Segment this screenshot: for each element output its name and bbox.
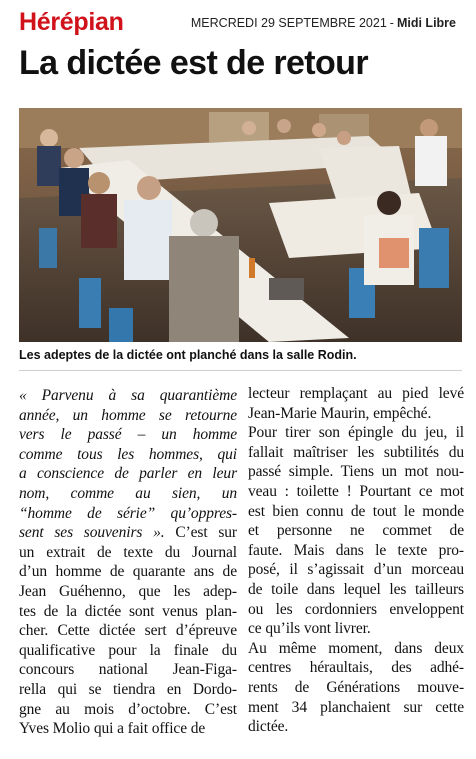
body-text-line xyxy=(248,384,464,404)
article-header xyxy=(0,0,476,40)
body-text-segment: dictée. xyxy=(248,718,289,736)
body-text-segment: qualificative pour la finale du xyxy=(19,641,237,659)
body-text-line xyxy=(248,541,464,561)
article-column-left xyxy=(19,386,237,739)
body-text-segment: Jean Guéhenno, que les adep- xyxy=(19,582,237,600)
body-text-segment: fallait maîtriser les subtilités du xyxy=(248,443,464,461)
body-text-segment: Yves Molio qui a fait office de xyxy=(19,720,206,738)
photo-caption: Les adeptes de la dictée ont planché dans la salle Rodin. xyxy=(19,348,357,362)
body-text-line xyxy=(248,698,464,718)
body-text-segment: Au même moment, dans deux xyxy=(248,639,464,657)
classroom-photo-image xyxy=(19,108,462,342)
body-text-segment: ce qu’ils vont livrer. xyxy=(248,620,371,638)
body-text-line xyxy=(248,502,464,522)
body-text-segment: comme tous les hommes, qui xyxy=(19,445,237,463)
body-text-line xyxy=(19,660,237,680)
caption-divider xyxy=(19,370,462,371)
newspaper-name: Midi Libre xyxy=(396,16,456,30)
body-text-line xyxy=(19,562,237,582)
town-name: Hérépian xyxy=(19,8,124,36)
body-text-segment: “homme de série” qu’oppres- xyxy=(19,504,237,522)
body-text-line xyxy=(248,521,464,541)
headline: La dictée est de retour xyxy=(19,44,368,82)
body-text-line xyxy=(19,621,237,641)
body-text-line xyxy=(19,406,237,426)
body-text-line xyxy=(19,464,237,484)
body-text-segment: tes de la dictée sont venus plan- xyxy=(19,602,237,620)
body-text-segment: sent ses souvenirs ». xyxy=(19,524,165,542)
body-text-segment: concours national Jean-Figa- xyxy=(19,661,237,679)
body-text-segment: veau : toilette ! Pourtant ce mot xyxy=(248,482,464,500)
body-text-line xyxy=(19,386,237,406)
body-text-segment: centres héraultais, des adhé- xyxy=(248,659,464,677)
body-text-line xyxy=(248,404,464,424)
body-text-line xyxy=(248,600,464,620)
publication-date: MERCREDI 29 SEPTEMBRE 2021 xyxy=(190,16,387,30)
body-text-segment: de toile dans lequel les tailleurs xyxy=(248,580,464,598)
body-text-segment: « Parvenu à sa quarantième xyxy=(19,387,237,404)
body-text-segment: nom, comme au sien, un xyxy=(19,484,237,502)
body-text-segment: année, un homme se retourne xyxy=(19,406,237,424)
body-text-segment: passé simple. Tiens un mot nou- xyxy=(248,463,464,481)
body-text-segment: rella qui se tiendra en Dordo- xyxy=(19,680,237,698)
body-text-segment: C’est sur xyxy=(164,524,237,542)
body-text-segment: posé, il s’agissait d’un morceau xyxy=(248,561,464,579)
body-text-line xyxy=(248,462,464,482)
body-text-line xyxy=(248,639,464,659)
body-text-segment: Pour tirer son épingle du jeu, il xyxy=(248,424,464,442)
body-text-segment: lecteur remplaçant au pied levé xyxy=(248,385,464,402)
body-text-segment: d’un homme de quarante ans de xyxy=(19,563,237,581)
body-text-line xyxy=(19,680,237,700)
body-text-line xyxy=(248,560,464,580)
body-text-line xyxy=(19,523,237,543)
dateline xyxy=(191,16,456,30)
body-text-line xyxy=(248,482,464,502)
body-text-line xyxy=(19,602,237,622)
body-text-segment: rents de Générations mouve- xyxy=(248,678,464,696)
body-text-segment: vers le passé – un homme xyxy=(19,426,237,444)
body-text-line xyxy=(19,543,237,563)
body-text-segment: ou les cordonniers enveloppent xyxy=(248,600,464,618)
body-text-segment: cher. Cette dictée sert d’épreuve xyxy=(19,622,237,640)
body-text-line xyxy=(19,582,237,602)
article-column-right xyxy=(248,384,464,737)
body-text-line xyxy=(19,700,237,720)
body-text-line xyxy=(248,678,464,698)
body-text-segment: faute. Mais dans le texte pro- xyxy=(248,541,464,559)
body-text-line xyxy=(19,425,237,445)
body-text-line xyxy=(19,445,237,465)
body-text-line xyxy=(248,658,464,678)
body-text-line xyxy=(248,423,464,443)
body-text-line xyxy=(248,580,464,600)
body-text-line xyxy=(248,619,464,639)
body-text-segment: ment 34 planchaient sur cette xyxy=(248,698,464,716)
body-text-segment: un extrait de texte du Journal xyxy=(19,543,237,561)
article-photo xyxy=(19,108,462,342)
body-text-line xyxy=(19,641,237,661)
body-text-segment: Jean-Marie Maurin, empêché. xyxy=(248,404,432,422)
body-text-line xyxy=(19,719,237,739)
body-text-line xyxy=(19,504,237,524)
body-text-segment: est bien connu de tout le monde xyxy=(248,502,464,520)
body-text-segment: et personne ne commet de xyxy=(248,522,464,540)
body-text-line xyxy=(248,717,464,737)
body-text-line xyxy=(248,443,464,463)
body-text-segment: gne au mois d’octobre. C’est xyxy=(19,700,237,718)
body-text-line xyxy=(19,484,237,504)
body-text-segment: a conscience de parler en leur xyxy=(19,465,237,483)
dateline-separator: - xyxy=(389,16,394,30)
